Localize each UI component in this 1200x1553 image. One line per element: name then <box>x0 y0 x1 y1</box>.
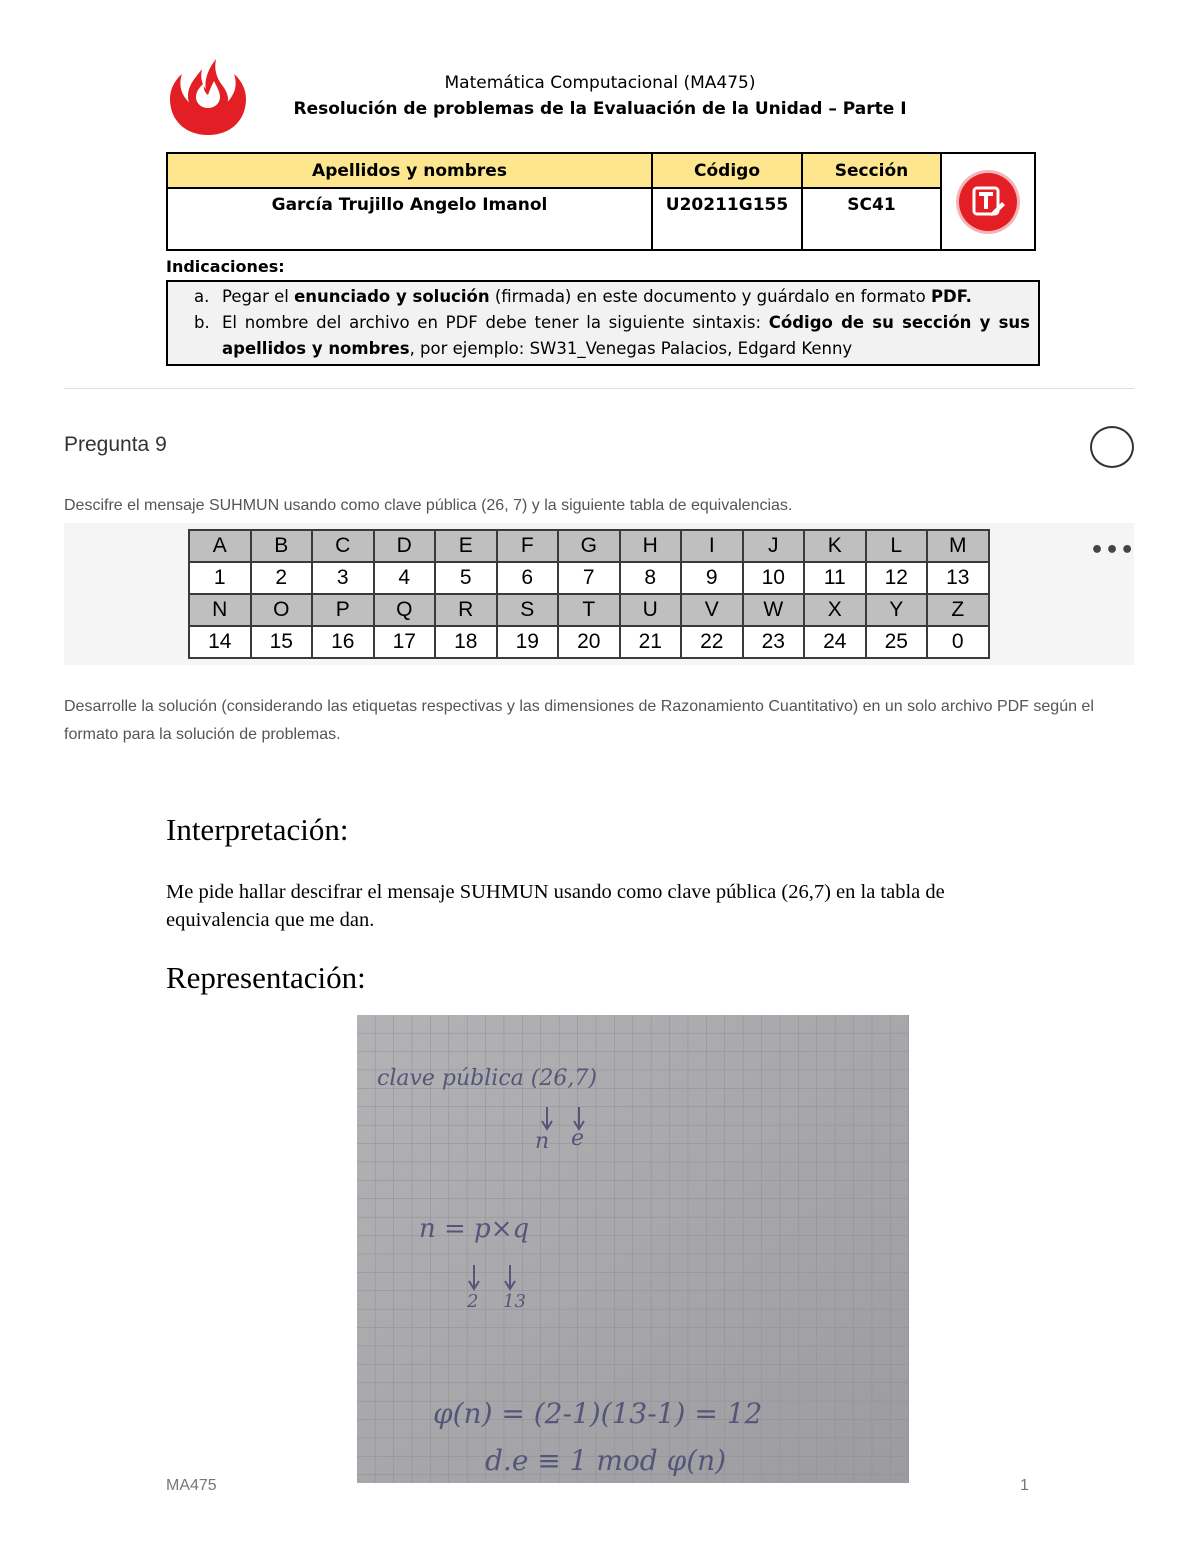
hw-q: 13 <box>503 1291 526 1312</box>
instruction-text: Pegar el <box>222 287 295 306</box>
student-section: SC41 <box>802 188 941 250</box>
number-cell: 24 <box>804 626 866 658</box>
letter-cell: J <box>743 530 805 562</box>
interpretation-heading: Interpretación: <box>166 812 349 847</box>
letter-cell: H <box>620 530 682 562</box>
number-cell: 15 <box>251 626 313 658</box>
section-header: Sección <box>802 153 941 188</box>
question-title: Pregunta 9 <box>64 433 167 456</box>
number-cell: 2 <box>251 562 313 594</box>
interpretation-text: Me pide hallar descifrar el mensaje SUHMUN usando como clave pública (26,7) en la tabla de equivalencia que me dan. <box>166 881 945 931</box>
number-cell: 5 <box>435 562 497 594</box>
number-cell: 14 <box>189 626 251 658</box>
instruction-item <box>168 284 1038 310</box>
hw-n: n <box>535 1129 550 1154</box>
document-subtitle: Resolución de problemas de la Evaluación de la Unidad – Parte I <box>293 99 907 119</box>
number-cell: 3 <box>312 562 374 594</box>
solution-instructions: Desarrolle la solución (considerando las etiquetas respectivas y las dimensiones de Razonamiento Cuantitativo) en un solo archivo PDF según el formato para la solución de problemas. <box>64 698 1094 743</box>
letter-cell: U <box>620 594 682 626</box>
letter-cell: V <box>681 594 743 626</box>
number-cell: 1 <box>189 562 251 594</box>
letter-cell: C <box>312 530 374 562</box>
letter-cell: N <box>189 594 251 626</box>
letter-cell: O <box>251 594 313 626</box>
equivalence-table <box>188 529 990 659</box>
number-cell: 17 <box>374 626 436 658</box>
divider <box>64 388 1134 389</box>
instruction-letter: a. <box>194 287 210 306</box>
hw-p: 2 <box>467 1291 479 1312</box>
number-cell: 23 <box>743 626 805 658</box>
instructions-label: Indicaciones: <box>166 257 285 276</box>
letter-cell: A <box>189 530 251 562</box>
letter-row <box>189 594 989 626</box>
instruction-item <box>168 310 1038 362</box>
instruction-text: , por ejemplo: SW31_Venegas Palacios, Edgard Kenny <box>409 339 853 358</box>
number-cell: 7 <box>558 562 620 594</box>
number-cell: 11 <box>804 562 866 594</box>
number-cell: 22 <box>681 626 743 658</box>
letter-cell: I <box>681 530 743 562</box>
page-number: 1 <box>1020 1477 1029 1494</box>
letter-cell: W <box>743 594 805 626</box>
badge-cell <box>941 153 1035 250</box>
name-header: Apellidos y nombres <box>167 153 652 188</box>
number-cell: 20 <box>558 626 620 658</box>
number-cell: 25 <box>866 626 928 658</box>
number-cell: 19 <box>497 626 559 658</box>
instructions-box <box>166 280 1040 366</box>
letter-cell: P <box>312 594 374 626</box>
instruction-bold: PDF. <box>930 287 972 306</box>
student-name: García Trujillo Angelo Imanol <box>167 188 652 250</box>
hw-line-phi: φ(n) = (2-1)(13-1) = 12 <box>433 1397 763 1430</box>
student-code: U20211G155 <box>652 188 802 250</box>
upc-logo <box>166 55 250 137</box>
code-header: Código <box>652 153 802 188</box>
letter-cell: D <box>374 530 436 562</box>
number-cell: 12 <box>866 562 928 594</box>
letter-cell: E <box>435 530 497 562</box>
letter-cell: G <box>558 530 620 562</box>
question-status-circle[interactable] <box>1090 426 1134 468</box>
letter-cell: L <box>866 530 928 562</box>
letter-cell: F <box>497 530 559 562</box>
handwritten-solution-photo <box>357 1015 909 1483</box>
letter-cell: S <box>497 594 559 626</box>
number-cell: 18 <box>435 626 497 658</box>
letter-cell: Y <box>866 594 928 626</box>
course-title: Matemática Computacional (MA475) <box>444 73 756 93</box>
letter-row <box>189 530 989 562</box>
letter-cell: Z <box>927 594 989 626</box>
instruction-bold: Código de su sección y sus apellidos y nombres <box>222 313 1031 358</box>
question-statement: Descifre el mensaje SUHMUN usando como clave pública (26, 7) y la siguiente tabla de equivalencias. <box>64 497 793 514</box>
hw-line-clave: clave pública (26,7) <box>377 1066 597 1091</box>
letter-cell: M <box>927 530 989 562</box>
number-cell: 16 <box>312 626 374 658</box>
more-options-icon[interactable]: ••• <box>1090 538 1136 563</box>
number-cell: 6 <box>497 562 559 594</box>
hw-line-d: d.e ≡ 1 mod φ(n) <box>485 1444 727 1477</box>
number-cell: 21 <box>620 626 682 658</box>
letter-cell: X <box>804 594 866 626</box>
footer-course-code: MA475 <box>166 1477 217 1494</box>
number-cell: 0 <box>927 626 989 658</box>
hw-line-n: n = p×q <box>419 1214 530 1244</box>
representation-heading: Representación: <box>166 960 366 995</box>
instruction-letter: b. <box>194 313 210 332</box>
number-cell: 9 <box>681 562 743 594</box>
letter-cell: Q <box>374 594 436 626</box>
student-info-table <box>166 152 1036 251</box>
number-cell: 13 <box>927 562 989 594</box>
letter-cell: T <box>558 594 620 626</box>
letter-cell: R <box>435 594 497 626</box>
number-row <box>189 562 989 594</box>
letter-cell: K <box>804 530 866 562</box>
edit-document-icon <box>959 173 1017 231</box>
instruction-bold: enunciado y solución <box>294 287 490 306</box>
instruction-text: (firmada) en este documento y guárdalo en formato <box>489 287 931 306</box>
number-row <box>189 626 989 658</box>
instruction-text: El nombre del archivo en PDF debe tener la siguiente sintaxis: <box>222 313 769 332</box>
number-cell: 8 <box>620 562 682 594</box>
letter-cell: B <box>251 530 313 562</box>
number-cell: 10 <box>743 562 805 594</box>
number-cell: 4 <box>374 562 436 594</box>
hw-e: e <box>571 1126 585 1151</box>
